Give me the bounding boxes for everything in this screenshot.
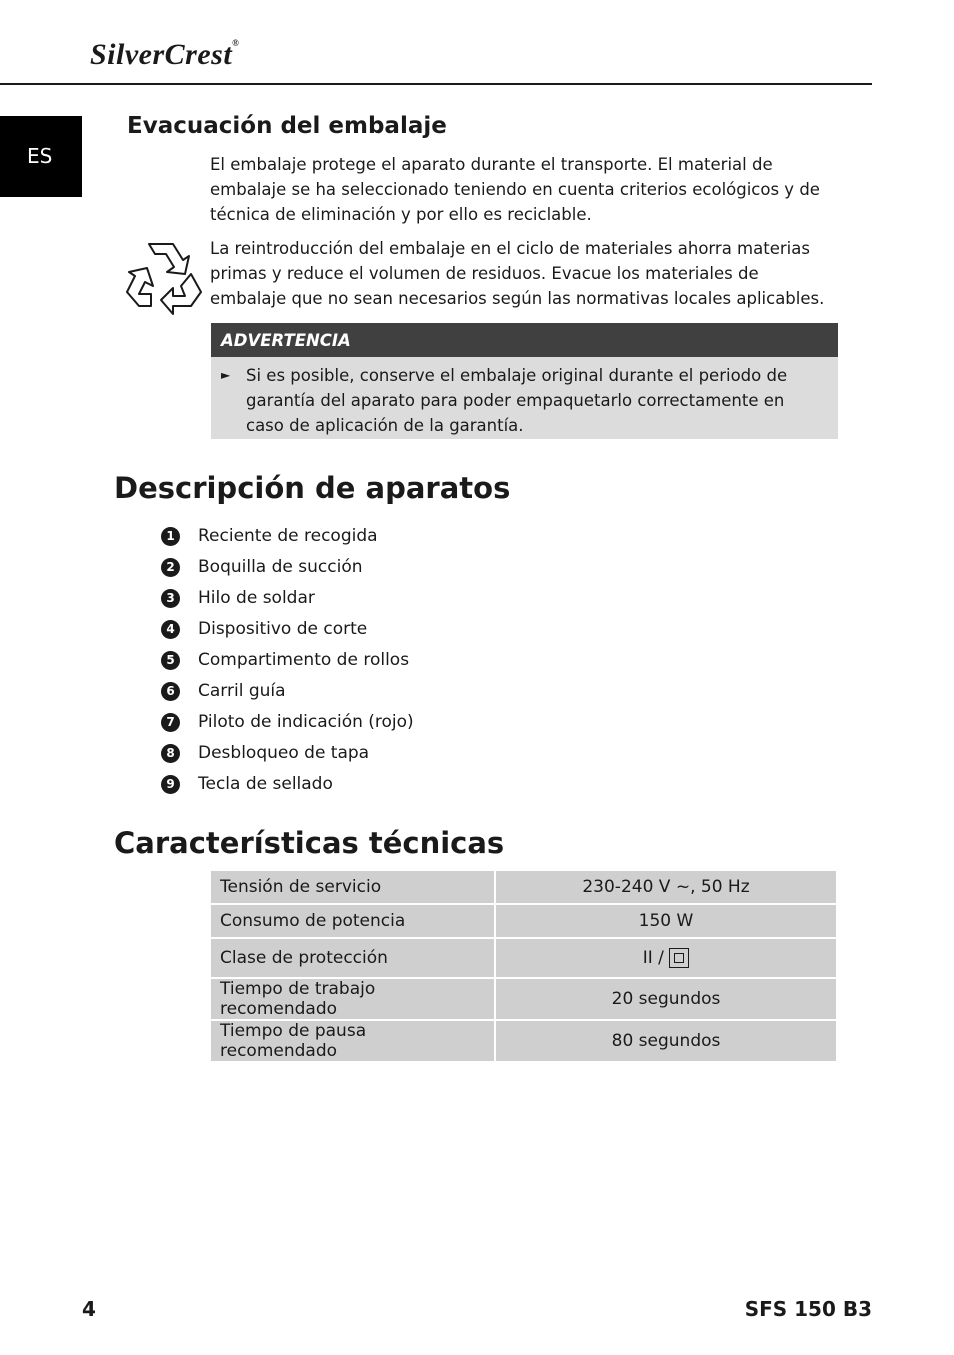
table-row bbox=[211, 939, 836, 977]
parts-list bbox=[161, 522, 414, 801]
list-item-label: Hilo de soldar bbox=[198, 588, 315, 608]
warning-body bbox=[211, 357, 838, 439]
list-item bbox=[161, 522, 414, 553]
packaging-paragraph-2: La reintroducción del embalaje en el ciclo de materiales ahorra materias primas y reduce el volumen de residuos. Evacue los materiales de embalaje que no sean necesarios según las normativas locales aplicables. bbox=[210, 239, 825, 308]
number-badge: 8 bbox=[161, 744, 180, 763]
warning-text: Si es posible, conserve el embalaje original durante el periodo de garantía del aparato para poder empaquetarlo correctamente en caso de aplicación de la garantía. bbox=[246, 366, 788, 435]
spec-label: Consumo de potencia bbox=[211, 905, 494, 937]
list-item bbox=[161, 708, 414, 739]
table-row bbox=[211, 905, 836, 937]
list-item bbox=[161, 677, 414, 708]
table-row bbox=[211, 1021, 836, 1061]
list-item-label: Compartimento de rollos bbox=[198, 650, 410, 670]
recycle-icon bbox=[121, 240, 203, 316]
spec-value-text: II / bbox=[642, 948, 664, 968]
list-item-label: Carril guía bbox=[198, 681, 286, 701]
list-item-label: Reciente de recogida bbox=[198, 526, 378, 546]
number-badge: 7 bbox=[161, 713, 180, 732]
spec-value: 230-240 V ~, 50 Hz bbox=[496, 871, 836, 903]
bullet-arrow-icon: ► bbox=[221, 368, 231, 382]
spec-value bbox=[496, 939, 836, 977]
number-badge: 2 bbox=[161, 558, 180, 577]
specs-title: Características técnicas bbox=[114, 826, 505, 860]
number-badge: 5 bbox=[161, 651, 180, 670]
list-item-label: Dispositivo de corte bbox=[198, 619, 368, 639]
list-item bbox=[161, 770, 414, 801]
list-item-label: Tecla de sellado bbox=[198, 774, 333, 794]
list-item bbox=[161, 615, 414, 646]
page-number: 4 bbox=[82, 1297, 96, 1321]
number-badge: 6 bbox=[161, 682, 180, 701]
devices-title: Descripción de aparatos bbox=[114, 471, 511, 505]
spec-label: Tiempo de trabajo recomendado bbox=[211, 979, 494, 1019]
protection-class-icon bbox=[669, 948, 689, 968]
spec-value: 20 segundos bbox=[496, 979, 836, 1019]
language-tab: ES bbox=[0, 116, 82, 197]
spec-label: Tiempo de pausa recomendado bbox=[211, 1021, 494, 1061]
specs-table bbox=[209, 869, 838, 1063]
list-item bbox=[161, 646, 414, 677]
list-item bbox=[161, 553, 414, 584]
brand-logo: SilverCrest® bbox=[90, 38, 240, 71]
model-number: SFS 150 B3 bbox=[744, 1297, 872, 1321]
list-item-label: Boquilla de succión bbox=[198, 557, 363, 577]
header-rule bbox=[0, 83, 872, 85]
list-item bbox=[161, 739, 414, 770]
number-badge: 1 bbox=[161, 527, 180, 546]
spec-value: 80 segundos bbox=[496, 1021, 836, 1061]
warning-box bbox=[211, 323, 838, 439]
list-item-label: Piloto de indicación (rojo) bbox=[198, 712, 414, 732]
table-row bbox=[211, 979, 836, 1019]
number-badge: 9 bbox=[161, 775, 180, 794]
spec-label: Tensión de servicio bbox=[211, 871, 494, 903]
spec-value: 150 W bbox=[496, 905, 836, 937]
spec-label: Clase de protección bbox=[211, 939, 494, 977]
list-item-label: Desbloqueo de tapa bbox=[198, 743, 370, 763]
packaging-paragraph-1: El embalaje protege el aparato durante el transporte. El material de embalaje se ha seleccionado teniendo en cuenta criterios ecológicos y de técnica de eliminación y por ello es reciclable. bbox=[210, 155, 820, 224]
warning-heading: ADVERTENCIA bbox=[211, 323, 838, 357]
list-item bbox=[161, 584, 414, 615]
number-badge: 4 bbox=[161, 620, 180, 639]
number-badge: 3 bbox=[161, 589, 180, 608]
packaging-title: Evacuación del embalaje bbox=[127, 113, 447, 139]
table-row bbox=[211, 871, 836, 903]
